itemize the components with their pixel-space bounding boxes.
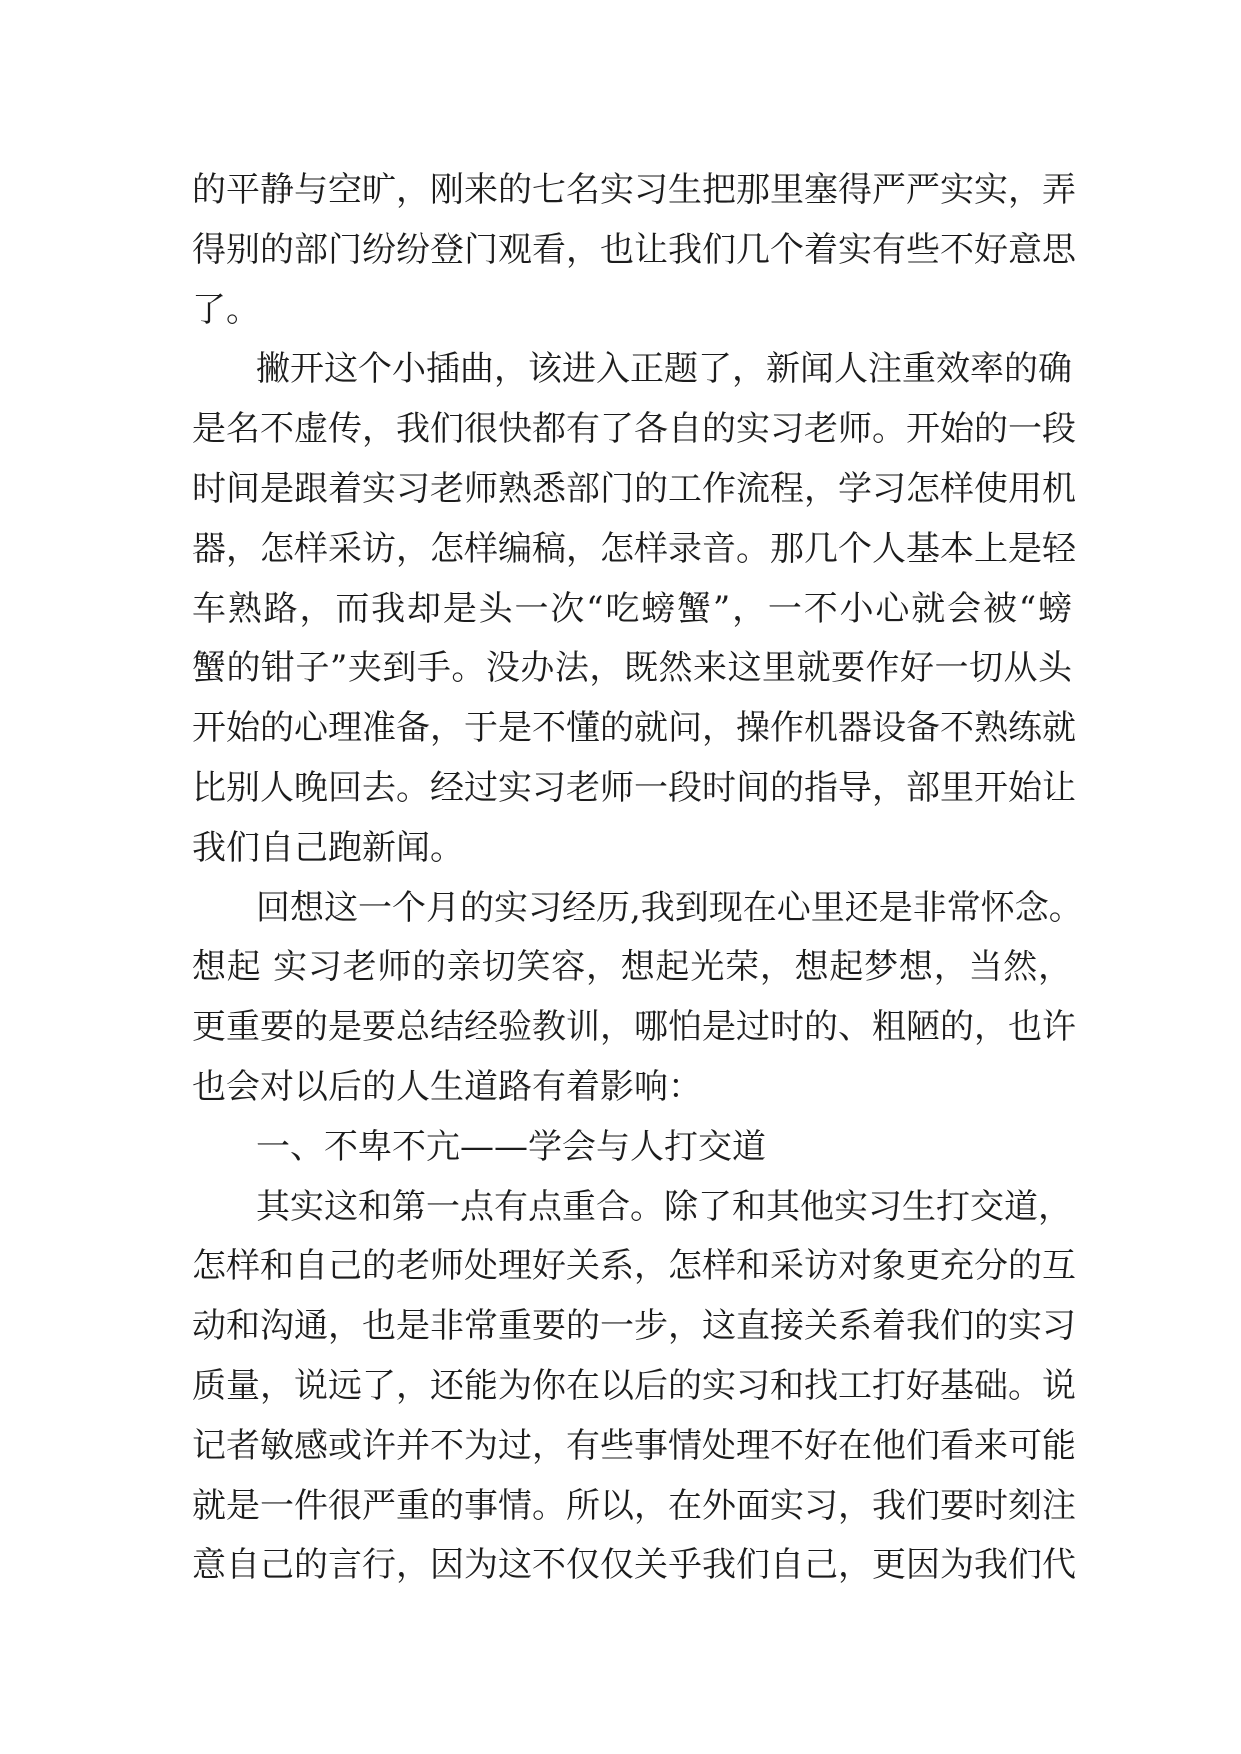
text-line: 质量，说远了，还能为你在以后的实习和找工打好基础。说 — [192, 1365, 1076, 1406]
text-line: 其实这和第一点有点重合。除了和其他实习生打交道， — [256, 1186, 1072, 1227]
text-line: 回想这一个月的实习经历,我到现在心里还是非常怀念。 — [256, 887, 1083, 928]
text-line: 蟹的钳子”夹到手。没办法，既然来这里就要作好一切从头 — [192, 648, 1072, 689]
text-line: 就是一件很严重的事情。所以，在外面实习，我们要时刻注 — [192, 1485, 1076, 1526]
text-line: 了。 — [192, 289, 260, 330]
text-line: 记者敏感或许并不为过，有些事情处理不好在他们看来可能 — [192, 1425, 1076, 1466]
text-line: 更重要的是要总结经验教训，哪怕是过时的、粗陋的，也许 — [192, 1007, 1076, 1048]
text-line: 撇开这个小插曲，该进入正题了，新闻人注重效率的确 — [256, 349, 1072, 390]
text-line: 的平静与空旷，刚来的七名实习生把那里塞得严严实实，弄 — [192, 170, 1076, 210]
text-line: 我们自己跑新闻。 — [192, 827, 464, 868]
text-line: 车熟路，而我却是头一次“吃螃蟹”，一不小心就会被“螃 — [192, 588, 1072, 629]
text-line: 开始的心理准备，于是不懂的就问，操作机器设备不熟练就 — [192, 708, 1076, 749]
text-line: 想起 实习老师的亲切笑容，想起光荣，想起梦想，当然， — [192, 947, 1072, 988]
text-line: 动和沟通，也是非常重要的一步，这直接关系着我们的实习 — [192, 1306, 1076, 1347]
text-line: 时间是跟着实习老师熟悉部门的工作流程，学习怎样使用机 — [192, 468, 1076, 509]
text-line: 也会对以后的人生道路有着影响： — [192, 1066, 702, 1107]
text-line: 怎样和自己的老师处理好关系，怎样和采访对象更充分的互 — [192, 1246, 1076, 1287]
text-line: 比别人晚回去。经过实习老师一段时间的指导，部里开始让 — [192, 767, 1076, 808]
body-text — [192, 161, 1083, 1596]
text-line: 一、不卑不亢——学会与人打交道 — [256, 1126, 766, 1167]
text-line: 器，怎样采访，怎样编稿，怎样录音。那几个人基本上是轻 — [192, 528, 1076, 569]
text-line: 得别的部门纷纷登门观看，也让我们几个着实有些不好意思 — [192, 229, 1076, 270]
text-line: 是名不虚传，我们很快都有了各自的实习老师。开始的一段 — [192, 409, 1076, 450]
text-line: 意自己的言行，因为这不仅仅关乎我们自己，更因为我们代 — [192, 1545, 1076, 1586]
